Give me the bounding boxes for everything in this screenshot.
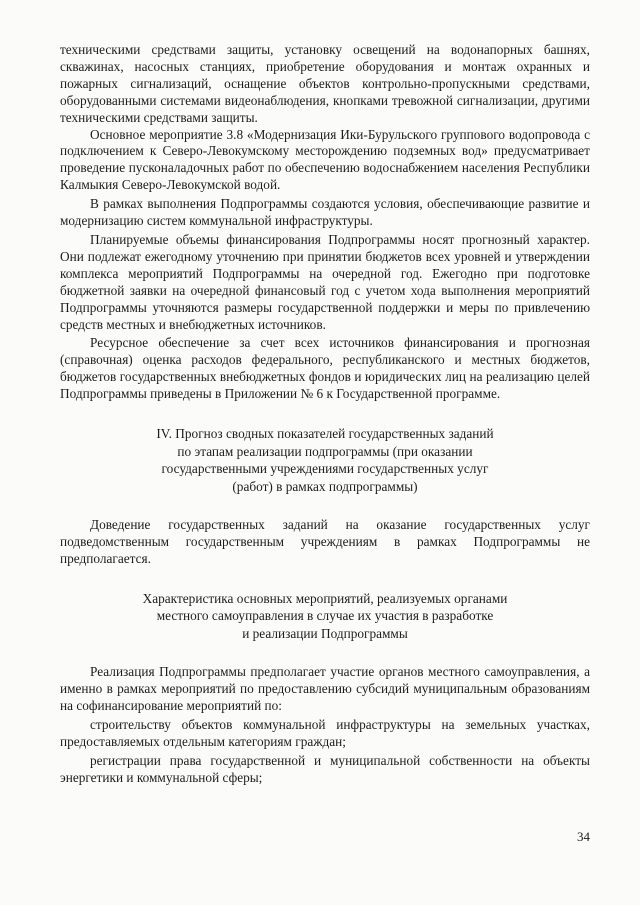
page-number: 34 — [577, 829, 590, 844]
paragraph-resource-provision: Ресурсное обеспечение за счет всех источников финансирования и прогнозная (справочная) оценка расходов федерального, республиканского и местных бюджетов, бюджетов государственных внебюджетных фондов и юридических лиц на реализацию целей Подпрограммы приведены в Приложении № 6 к Государственной программе. — [60, 335, 590, 402]
heading-line: и реализации Подпрограммы — [242, 625, 408, 641]
paragraph-measure-3-8: Основное мероприятие 3.8 «Модернизация Ики-Бурульского группового водопровода с подключением к Северо-Левокумскому месторождению подземных вод» предусматривает проведение пусконаладочных работ по обеспечению водоснабжением населения Республики Калмыкия Северо-Левокумской водой. — [60, 126, 590, 193]
section-4-heading — [60, 425, 590, 495]
paragraph-financing-volumes: Планируемые объемы финансирования Подпрограммы носят прогнозный характер. Они подлежат ежегодному уточнению при принятии бюджетов всех уровней и утверждении комплекса мероприятий Подпрограммы на очередной год. Ежегодно при подготовке бюджетной заявки на очередной финансовый год с учетом хода выполнения мероприятий Подпрограммы уточняются размеры государственной поддержки и меры по привлечению средств местных и внебюджетных источников. — [60, 231, 590, 332]
heading-line: Характеристика основных мероприятий, реализуемых органами — [142, 590, 508, 606]
heading-line: местного самоуправления в случае их участия в разработке — [156, 608, 494, 624]
paragraph-local-government: Реализация Подпрограммы предполагает участие органов местного самоуправления, а именно в рамках мероприятий по предоставлению субсидий муниципальным образованиям на софинансирование мероприятий по: — [60, 664, 590, 714]
paragraph-subprogram-conditions: В рамках выполнения Подпрограммы создаются условия, обеспечивающие развитие и модернизацию систем коммунальной инфраструктуры. — [60, 196, 590, 229]
paragraph-security-equipment: техническими средствами защиты, установку освещений на водонапорных башнях, скважинах, насосных станциях, приобретение оборудования и монтаж охранных и пожарных сигнализаций, оснащение объектов контрольно-пропускными средствами, оборудованными системами видеонаблюдения, кнопками тревожной сигнализации, другими техническими средствами защиты. — [60, 42, 590, 125]
paragraph-registration: регистрации права государственной и муниципальной собственности на объекты энергетики и коммунальной сферы; — [60, 752, 590, 785]
heading-line: государственными учреждениями государственных услуг — [161, 461, 489, 477]
paragraph-state-tasks: Доведение государственных заданий на оказание государственных услуг подведомственным государственным учреждениям в рамках Подпрограммы не предполагается. — [60, 517, 590, 566]
heading-line: по этапам реализации подпрограммы (при оказании — [177, 443, 473, 459]
heading-line: (работ) в рамках подпрограммы) — [232, 478, 418, 494]
section-5-heading — [60, 590, 590, 643]
heading-line: IV. Прогноз сводных показателей государственных заданий — [156, 426, 494, 442]
paragraph-construction: строительству объектов коммунальной инфраструктуры на земельных участках, предоставляемых отдельным категориям граждан; — [60, 716, 590, 749]
